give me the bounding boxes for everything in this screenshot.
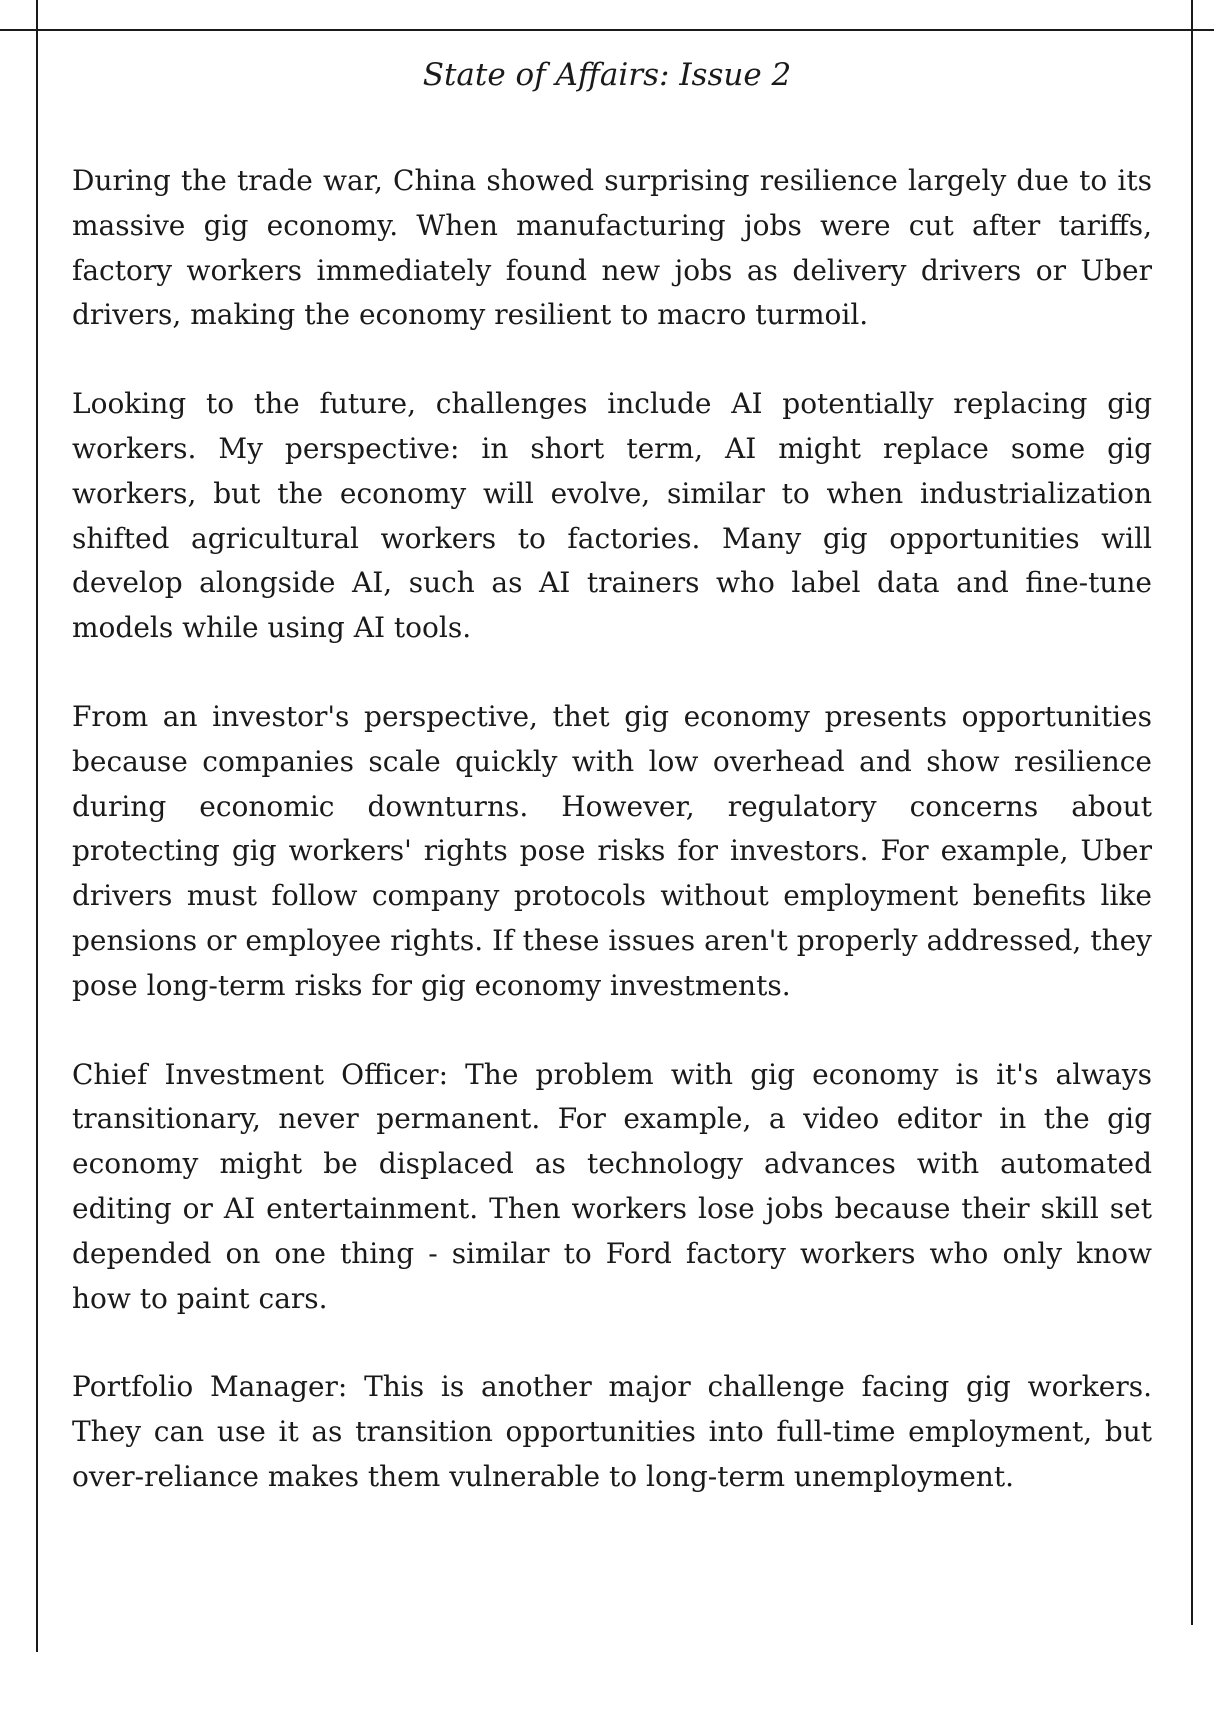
paragraph-chief-investment-officer: Chief Investment Officer: The problem with gig economy is it's always transitionary, never permanent. For example, a video editor in the gig economy might be displaced as technology advances with automated editing or AI entertainment. Then workers lose jobs because their skill set depended on one thing - similar to Ford factory workers who only know how to paint cars. bbox=[72, 1057, 1152, 1315]
paragraph-portfolio-manager: Portfolio Manager: This is another major challenge facing gig workers. They can use it as transition opportunities into full-time employment, but over-reliance makes them vulnerable to long-term unemployment. bbox=[72, 1370, 1152, 1493]
paragraph-gig-economy-resilience: During the trade war, China showed surprising resilience largely due to its massive gig economy. When manufacturing jobs were cut after tariffs, factory workers immediately found new jobs as delivery drivers or Uber drivers, making the economy resilient to macro turmoil. bbox=[72, 164, 1152, 332]
left-border-line bbox=[36, 0, 38, 1652]
paragraph-ai-future: Looking to the future, challenges include AI potentially replacing gig workers. My perspective: in short term, AI might replace some gig workers, but the economy will evolve, similar to when industrialization shifted agricultural workers to factories. Many gig opportunities will develop alongside AI, such as AI trainers who label data and fine-tune models while using AI tools. bbox=[72, 387, 1152, 645]
top-border-line bbox=[0, 29, 1214, 31]
document-body bbox=[72, 159, 1152, 1544]
right-border-line bbox=[1191, 0, 1193, 1625]
paragraph-investor-perspective: From an investor's perspective, thet gig economy presents opportunities because companies scale quickly with low overhead and show resilience during economic downturns. However, regulatory concerns about protecting gig workers' rights pose risks for investors. For example, Uber drivers must follow company protocols without employment benefits like pensions or employee rights. If these issues aren't properly addressed, they pose long-term risks for gig economy investments. bbox=[72, 699, 1152, 1002]
page-title: State of Affairs: Issue 2 bbox=[422, 57, 792, 93]
